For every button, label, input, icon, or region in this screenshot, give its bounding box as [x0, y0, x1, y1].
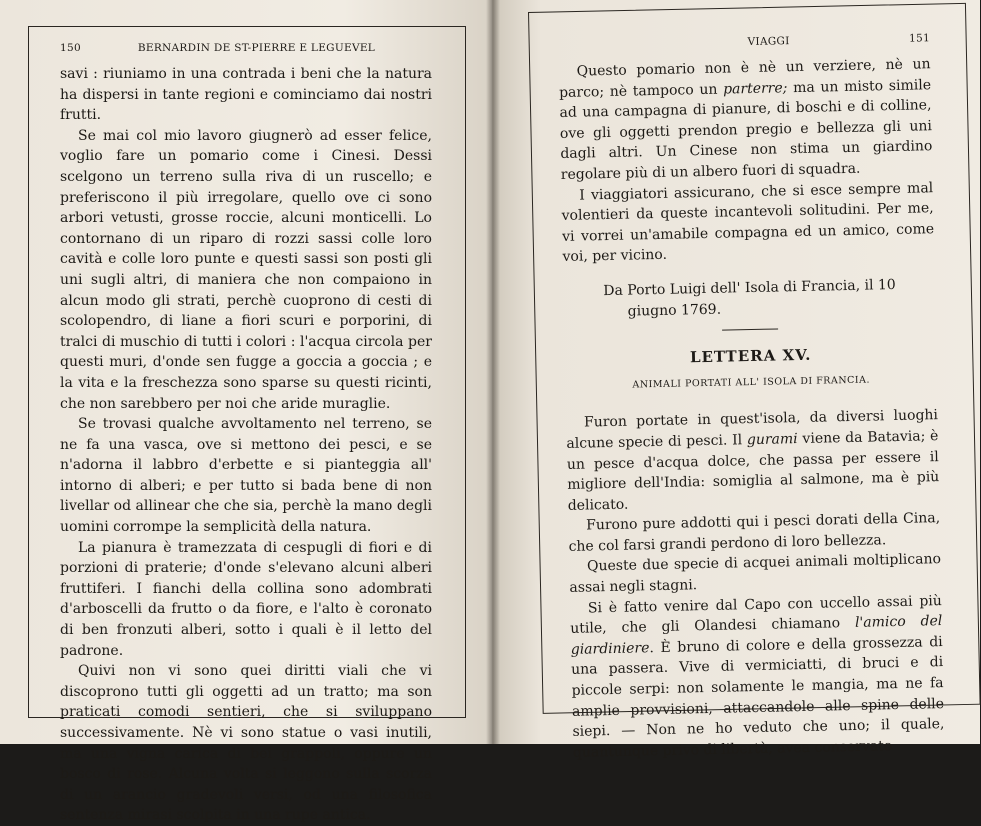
letter-heading: LETTERA XV.: [689, 345, 812, 367]
right-page-number: 151: [908, 32, 931, 45]
letter-subheading: ANIMALI PORTATI ALL' ISOLA DI FRANCIA.: [632, 374, 871, 391]
dateline-place: Da Porto Luigi dell' Isola di Francia, il 10: [603, 276, 896, 300]
letter-dateline: [563, 274, 936, 323]
section-divider: [722, 329, 778, 331]
left-paragraph-5: Quivi non vi sono quei diritti viali che vi discoprono tutti gli oggetti ad un tratto; ma son praticati comodi sentieri, che si sviluppano successivamente. Nè vi sono statue o vasi inutili, ma una vigna carica di bei grappoli, oppure un bosco di rose. Alcuna volta si leggono sulla scorza di un arancio gradevoli versi, od una filosofica sentenza mirasi scolpita in una rupe antica.: [60, 663, 432, 824]
left-page-text-block: [60, 42, 432, 826]
right-paragraph-6: Si è fatto venire dal Capo con uccello assai più utile, che gli Olandesi chiamano l'amico del giardiniere. È bruno di colore e della grossezza di una passera. Vive di vermiciatti, di bruci e di piccole serpi: non solamente le mangia, ma ne fa amplie provvisioni, attaccandole alle spine delle siepi. — Non ne ho veduto che uno; il quale, quantunque privo di libertà, avea conservato: [570, 592, 945, 761]
right-paragraph-3: Furon portate in quest'isola, da diversi luoghi alcune specie di pesci. Il gurami viene da Batavia; è un pesce d'acqua dolce, che passa per essere il migliore dell'India: somiglia al salmone, ma è più delicato.: [566, 407, 940, 514]
left-paragraph-1: savi : riuniamo in una contrada i beni che la natura ha dispersi in tante regioni e cominciamo dai nostri frutti.: [60, 66, 432, 124]
left-paragraph-4: La pianura è tramezzata di cespugli di fiori e di porzioni di praterie; d'onde s'elevano alcuni alberi fruttiferi. I fianchi della collina sono adombrati d'arboscelli da frutto o da fiore, e l'alto è coronato di ben fronzuti alberi, sotto i quali è il letto del padrone.: [60, 539, 432, 659]
book-gutter-shadow: [486, 0, 500, 744]
italic-term: parterre;: [722, 79, 788, 98]
left-running-title: BERNARDIN DE ST-PIERRE E LEGUEVEL: [137, 42, 376, 54]
right-page: [492, 0, 980, 761]
right-paragraph-2: I viaggiatori assicurano, che si esce sempre mal volentieri da queste incantevoli solitudini. Per me, vi vorrei un'amabile compagna ed un amico, come voi, per vicino.: [561, 179, 935, 266]
left-paragraph-3: Se trovasi qualche avvoltamento nel terreno, se ne fa una vasca, ove si mettono dei pesci, e se n'adorna il labbro d'erbette e si pianteggia all' intorno di alberi; e per tutto si bada bene di non livellar od allinear che che sia, perchè la mano degli uomini corrompe la semplicità della natura.: [60, 416, 432, 536]
right-paragraph-1: Questo pomario non è nè un verziere, nè un parco; nè tampoco un parterre; ma un misto simile ad una campagna di pianure, di boschi e di colline, ove gli oggetti prendon pregio e bellezza gli uni dagli altri. Un Cinese non stima un giardino regolare più di un albero fuori di squadra.: [558, 56, 933, 183]
left-running-header: [60, 42, 432, 54]
italic-term: gurami: [746, 430, 798, 449]
italic-term: l'amico del giardiniere: [570, 613, 943, 658]
left-page-number: 150: [60, 42, 81, 54]
right-page-text-block: [558, 32, 945, 763]
left-paragraph-2: Se mai col mio lavoro giugnerò ad esser felice, voglio fare un pomario come i Cinesi. Dessi scelgono un terreno sulla riva di un ruscello; e preferiscono il più irregolare, quello ove ci sono arbori vetusti, grosse roccie, alcuni monticelli. Lo contornano di un riparo di rozzi sassi colle loro cavità e colle loro punte e questi sassi son posti gli uni sugli altri, di maniera che non compaiono in alcun modo gli strati, perchè cuoprono di cesti di scolopendro, di liane a fiori scuri e porporini, di tralci di muschio di tutti i colori : l'acqua circola per questi muri, d'onde sen fugge a goccia a goccia ; e la vita e la freschezza sono sparse su questi ricinti, che non sarebbero per noi che aride muraglie.: [60, 127, 432, 412]
right-running-title: VIAGGI: [747, 35, 790, 49]
right-paragraph-5: Queste due specie di acquei animali moltiplicano assai negli stagni.: [569, 551, 942, 596]
right-paragraph-4: Furono pure addotti qui i pesci dorati della Cina, che col farsi grandi perdono di loro bellezza.: [568, 510, 941, 555]
dateline-date: giugno 1769.: [627, 301, 722, 320]
